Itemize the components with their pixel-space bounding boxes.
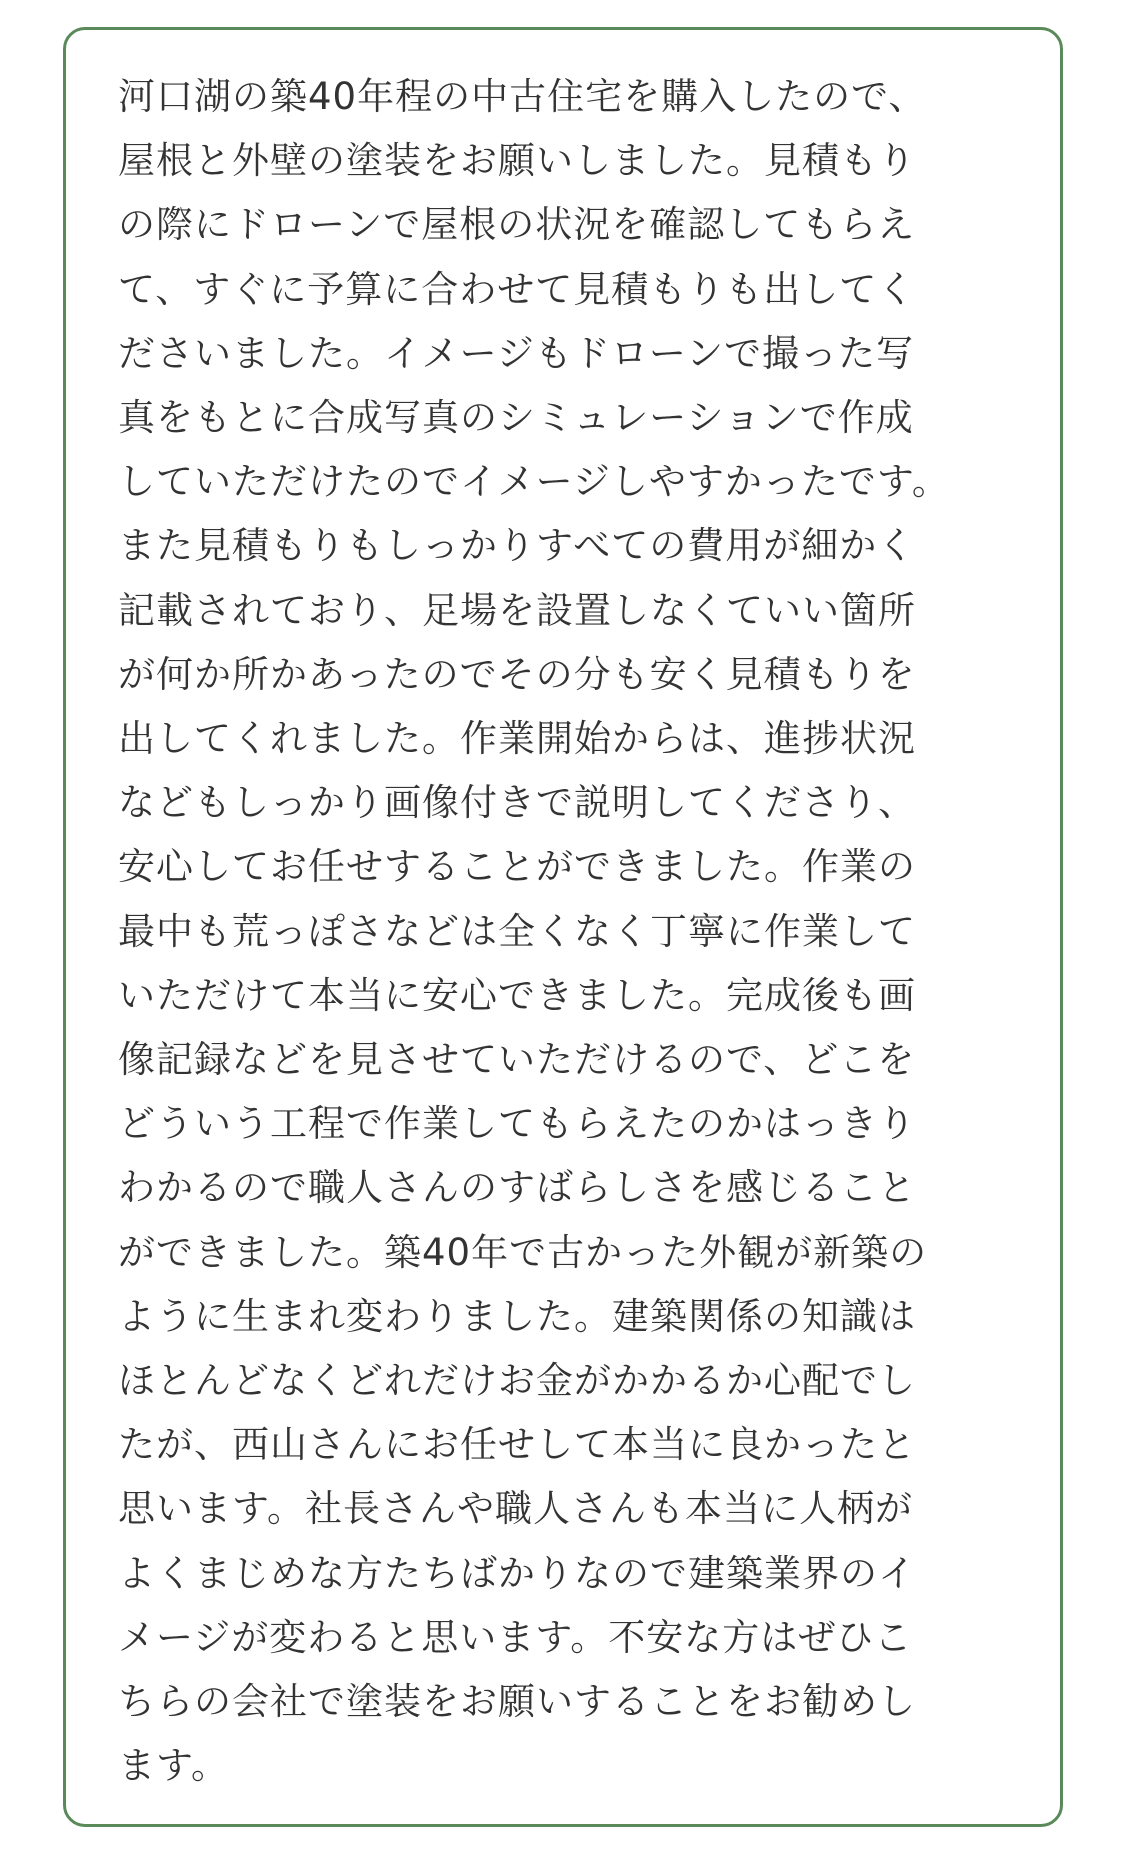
review-card xyxy=(63,27,1063,1827)
review-line: 記載されており、足場を設置しなくていい箇所 xyxy=(118,588,916,632)
review-line: 思います。社長さんや職人さんも本当に人柄が xyxy=(118,1487,914,1531)
review-line: が何か所かあったのでその分も安く見積もりを xyxy=(118,652,916,696)
review-line: ちらの会社で塗装をお願いすることをお勧めし xyxy=(118,1680,916,1724)
review-line: よくまじめな方たちばかりなので建築業界のイ xyxy=(118,1551,916,1595)
review-line: 河口湖の築40年程の中古住宅を購入したので、 xyxy=(118,75,927,118)
review-line: などもしっかり画像付きで説明してくださり、 xyxy=(118,781,916,825)
review-line: 最中も荒っぽさなどは全くなく丁寧に作業して xyxy=(118,909,916,953)
review-line: 屋根と外壁の塗装をお願いしました。見積もり xyxy=(118,139,916,183)
review-line: どういう工程で作業してもらえたのかはっきり xyxy=(118,1102,916,1146)
review-line: また見積もりもしっかりすべての費用が細かく xyxy=(118,524,916,568)
review-line: ほとんどなくどれだけお金がかかるか心配でし xyxy=(118,1359,916,1403)
review-line: の際にドローンで屋根の状況を確認してもらえ xyxy=(118,203,916,247)
review-line: て、すぐに予算に合わせて見積もりも出してく xyxy=(118,267,916,311)
review-line: たが、西山さんにお任せして本当に良かったと xyxy=(118,1423,916,1467)
review-line: 出してくれました。作業開始からは、進捗状況 xyxy=(118,717,916,761)
review-line: ださいました。イメージもドローンで撮った写 xyxy=(118,331,915,375)
review-line: ができました。築40年で古かった外観が新築の xyxy=(118,1230,928,1274)
review-line: わかるので職人さんのすばらしさを感じること xyxy=(118,1166,916,1210)
review-line: していただけたのでイメージしやすかったです。 xyxy=(118,460,950,504)
review-line: ます。 xyxy=(118,1744,230,1788)
review-line: 像記録などを見させていただけるので、どこを xyxy=(118,1038,916,1082)
review-line: 安心してお任せすることができました。作業の xyxy=(118,845,916,889)
review-line: ように生まれ変わりました。建築関係の知識は xyxy=(118,1294,916,1338)
review-line: 真をもとに合成写真のシミュレーションで作成 xyxy=(118,396,914,440)
review-line: いただけて本当に安心できました。完成後も画 xyxy=(118,973,916,1017)
review-text xyxy=(118,65,1014,1798)
review-line: メージが変わると思います。不安な方はぜひこ xyxy=(118,1615,913,1659)
